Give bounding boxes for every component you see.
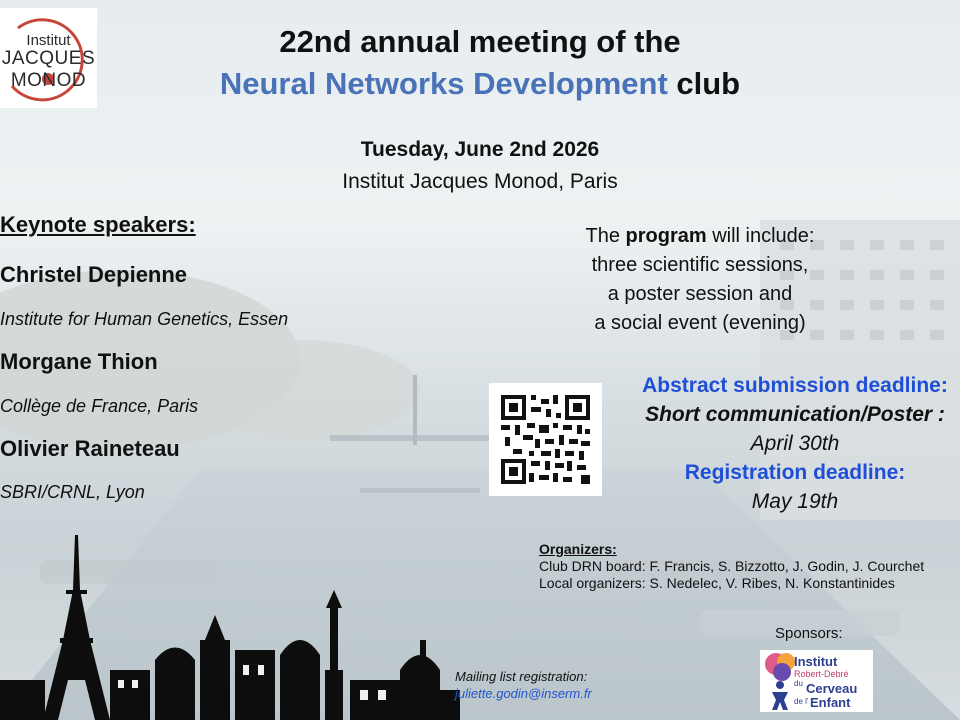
- program-description: [530, 222, 870, 338]
- qr-code-icon: [501, 395, 590, 484]
- club-word: club: [667, 66, 741, 101]
- event-date: Tuesday, June 2nd 2026: [360, 138, 600, 161]
- speaker-affiliation: SBRI/CRNL, Lyon: [0, 482, 145, 502]
- registration-deadline-date: May 19th: [751, 490, 839, 513]
- sponsor-logo-line-4: Cerveau: [806, 681, 858, 696]
- speaker-affiliation: Institute for Human Genetics, Essen: [0, 309, 289, 329]
- program-item: three scientific sessions,: [591, 254, 809, 276]
- sponsor-logo-irbce[interactable]: [760, 650, 873, 712]
- organizers-local: Local organizers: S. Nedelec, V. Ribes, N. Konstantinides: [539, 575, 895, 591]
- abstract-deadline-label: Abstract submission deadline:: [642, 374, 948, 397]
- keynote-header: Keynote speakers:: [0, 212, 196, 237]
- program-item: a social event (evening): [594, 312, 806, 334]
- brain-child-icon: [762, 650, 798, 712]
- sponsor-logo-line-3: du: [794, 679, 803, 688]
- mailing-list-email-link[interactable]: juliette.godin@inserm.fr: [455, 686, 592, 701]
- sponsor-logo-line-6: Enfant: [810, 695, 851, 710]
- speaker-name: Olivier Raineteau: [0, 436, 180, 461]
- speaker-affiliation: Collège de France, Paris: [0, 396, 199, 416]
- page-title-line-1: 22nd annual meeting of the: [279, 24, 681, 59]
- page-title-line-2: [0, 66, 960, 102]
- logo-line-1: Institut: [26, 32, 71, 49]
- registration-deadline-label: Registration deadline:: [684, 461, 906, 484]
- abstract-deadline-subtitle: Short communication/Poster :: [645, 403, 945, 426]
- program-intro-pre: The: [585, 225, 626, 247]
- program-intro-post: will include:: [706, 225, 815, 247]
- speaker-name: Morgane Thion: [0, 349, 158, 374]
- logo-line-2: JACQUES: [1, 48, 96, 69]
- abstract-deadline-date: April 30th: [750, 432, 840, 455]
- mailing-list-label: Mailing list registration:: [455, 669, 588, 684]
- program-intro: [530, 222, 870, 251]
- deadlines-block: [610, 372, 960, 522]
- sponsor-logo-line-2: Robert-Debré: [794, 669, 849, 679]
- logo-line-3: MONOD: [10, 70, 87, 91]
- sponsor-logo-line-1: Institut: [794, 654, 838, 669]
- organizers-board: Club DRN board: F. Francis, S. Bizzotto, J. Godin, J. Courchet: [539, 558, 925, 574]
- sponsors-label: Sponsors:: [775, 625, 843, 642]
- organizers-header: Organizers:: [539, 541, 617, 557]
- speaker-name: Christel Depienne: [0, 262, 188, 287]
- event-venue: Institut Jacques Monod, Paris: [342, 170, 618, 193]
- qr-code[interactable]: [489, 383, 602, 496]
- program-intro-bold: program: [625, 225, 707, 247]
- organizers-block: [539, 541, 960, 592]
- mailing-list-block: [455, 668, 592, 702]
- program-item: a poster session and: [607, 283, 793, 305]
- sponsor-logo-line-5: de l': [794, 697, 809, 706]
- club-name: Neural Networks Development: [219, 66, 668, 101]
- paris-skyline-silhouette: [0, 530, 460, 720]
